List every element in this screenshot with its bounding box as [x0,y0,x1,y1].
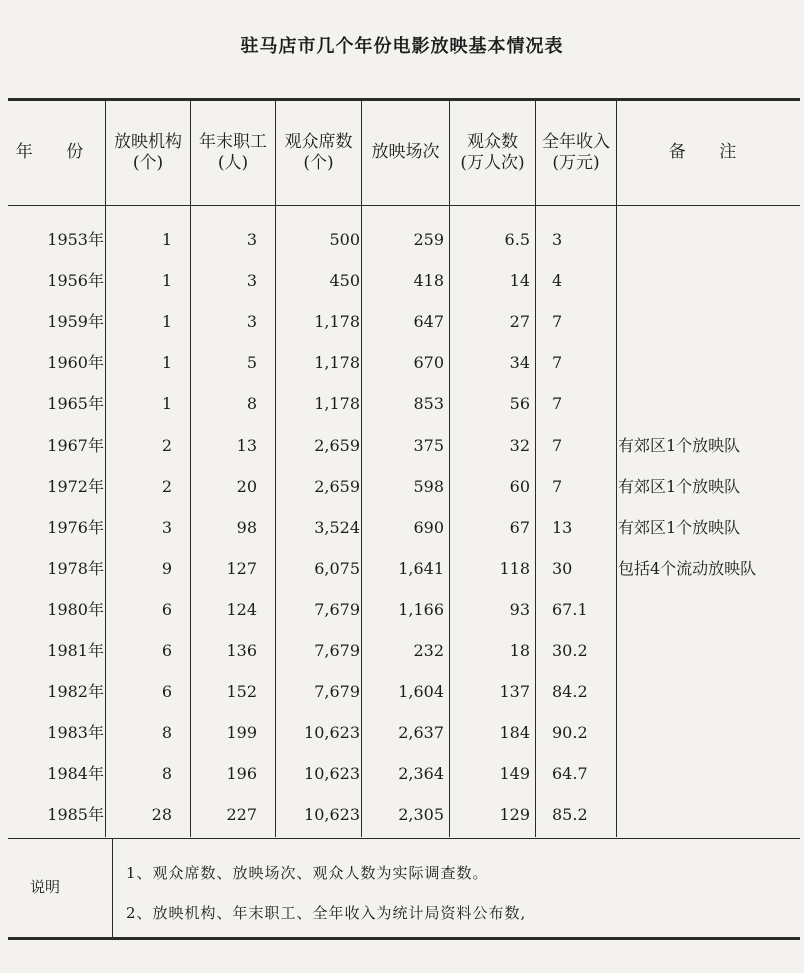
header-year: 年 份 [15,142,98,162]
cell-screenings: 259 [413,230,444,249]
cell-remarks [618,681,802,703]
cell-remarks [618,722,802,744]
cell-seats: 1,178 [314,353,360,372]
cell-audience: 129 [499,805,530,824]
cell-screenings: 690 [413,518,444,537]
cell-remarks: 有郊区1个放映队 [618,518,741,537]
cell-year: 1972年 [47,477,104,496]
header-seats-unit: (个) [303,152,334,173]
cell-audience: 27 [509,312,530,331]
cell-screenings: 418 [413,271,444,290]
cell-income: 7 [552,394,563,413]
header-screenings [362,100,449,205]
table-title: 驻马店市几个年份电影放映基本情况表 [240,36,564,57]
cell-institutions: 3 [161,518,172,537]
cell-screenings: 2,305 [398,805,444,824]
cell-year: 1981年 [47,641,104,660]
notes-label: 说明 [30,878,61,896]
cell-year: 1978年 [47,559,104,578]
header-seats [276,100,361,205]
cell-year: 1965年 [47,394,104,413]
cell-staff: 136 [226,641,257,660]
cell-screenings: 598 [413,477,444,496]
header-staff-label: 年末职工 [199,131,267,152]
header-remarks: 备 注 [668,142,751,162]
cell-year: 1976年 [47,518,104,537]
cell-audience: 137 [499,682,530,701]
cell-screenings: 2,364 [398,764,444,783]
cell-institutions: 1 [161,271,172,290]
cell-income: 84.2 [552,682,588,701]
cell-institutions: 8 [161,723,172,742]
cell-seats: 1,178 [314,394,360,413]
body-rule [8,838,800,839]
note-item: 2、放映机构、年末职工、全年收入为统计局资料公布数, [126,904,527,922]
cell-staff: 227 [226,805,257,824]
cell-screenings: 853 [413,394,444,413]
cell-staff: 98 [236,518,257,537]
cell-seats: 500 [329,230,360,249]
cell-institutions: 1 [161,230,172,249]
cell-income: 13 [552,518,573,537]
cell-seats: 10,623 [304,764,360,783]
cell-income: 30.2 [552,641,588,660]
header-audience-label: 观众数 [466,131,518,152]
cell-seats: 10,623 [304,805,360,824]
cell-staff: 3 [246,230,257,249]
cell-year: 1980年 [47,600,104,619]
cell-year: 1967年 [47,436,104,455]
cell-screenings: 1,166 [398,600,444,619]
cell-institutions: 28 [151,805,172,824]
cell-institutions: 1 [161,312,172,331]
cell-year: 1960年 [47,353,104,372]
cell-seats: 2,659 [314,436,360,455]
cell-institutions: 6 [161,641,172,660]
cell-staff: 5 [246,353,257,372]
cell-income: 67.1 [552,600,588,619]
cell-staff: 196 [226,764,257,783]
cell-screenings: 375 [413,436,444,455]
cell-audience: 60 [509,477,530,496]
cell-year: 1983年 [47,723,104,742]
cell-year: 1959年 [47,312,104,331]
cell-staff: 199 [226,723,257,742]
header-seats-label: 观众席数 [284,131,353,152]
header-staff-unit: (人) [217,152,249,173]
cell-income: 7 [552,353,563,372]
header-income [536,100,616,205]
cell-audience: 18 [509,641,530,660]
cell-remarks [618,270,802,292]
cell-remarks [618,599,802,621]
cell-remarks: 有郊区1个放映队 [618,477,741,496]
cell-seats: 2,659 [314,477,360,496]
cell-staff: 3 [246,271,257,290]
header-audience-unit: (万人次) [460,152,525,173]
header-income-label: 全年收入 [542,131,610,152]
cell-audience: 56 [509,394,530,413]
cell-institutions: 2 [161,436,172,455]
cell-remarks: 有郊区1个放映队 [618,436,741,455]
cell-institutions: 2 [161,477,172,496]
cell-institutions: 8 [161,764,172,783]
cell-screenings: 2,637 [398,723,444,742]
cell-audience: 32 [509,436,530,455]
cell-staff: 20 [236,477,257,496]
cell-seats: 7,679 [314,600,360,619]
cell-seats: 450 [329,271,360,290]
cell-year: 1984年 [47,764,104,783]
cell-income: 7 [552,312,563,331]
cell-audience: 6.5 [504,230,530,249]
cell-remarks [618,352,802,374]
column-divider [535,100,536,837]
cell-screenings: 1,604 [398,682,444,701]
cell-screenings: 670 [413,353,444,372]
cell-institutions: 6 [161,600,172,619]
cell-income: 85.2 [552,805,588,824]
cell-screenings: 1,641 [398,559,444,578]
cell-remarks [618,763,802,785]
cell-seats: 10,623 [304,723,360,742]
header-staff [191,100,275,205]
cell-staff: 152 [226,682,257,701]
cell-remarks [618,804,802,826]
column-divider [616,100,617,837]
cell-year: 1985年 [47,805,104,824]
cell-year: 1953年 [47,230,104,249]
cell-audience: 93 [509,600,530,619]
cell-screenings: 232 [413,641,444,660]
bottom-rule [8,937,800,940]
cell-income: 7 [552,436,563,455]
header-income-unit: (万元) [552,152,600,173]
cell-audience: 118 [499,559,530,578]
cell-audience: 34 [509,353,530,372]
note-item: 1、观众席数、放映场次、观众人数为实际调查数。 [126,864,489,882]
cell-staff: 8 [246,394,257,413]
cell-staff: 124 [226,600,257,619]
cell-staff: 127 [226,559,257,578]
cell-seats: 7,679 [314,682,360,701]
header-rule [8,205,800,206]
header-institutions-unit: (个) [132,152,164,173]
cell-income: 7 [552,477,563,496]
cell-screenings: 647 [413,312,444,331]
cell-staff: 3 [246,312,257,331]
notes-divider [112,838,113,937]
cell-income: 30 [552,559,573,578]
cell-institutions: 1 [161,394,172,413]
cell-year: 1956年 [47,271,104,290]
cell-income: 90.2 [552,723,588,742]
cell-audience: 184 [499,723,530,742]
cell-institutions: 9 [161,559,172,578]
cell-institutions: 6 [161,682,172,701]
cell-remarks [618,229,802,251]
cell-income: 4 [552,271,563,290]
cell-seats: 1,178 [314,312,360,331]
cell-audience: 14 [509,271,530,290]
header-institutions [106,100,190,205]
cell-audience: 67 [509,518,530,537]
cell-seats: 7,679 [314,641,360,660]
header-institutions-label: 放映机构 [114,131,182,152]
cell-institutions: 1 [161,353,172,372]
cell-remarks: 包括4个流动放映队 [618,559,757,578]
cell-year: 1982年 [47,682,104,701]
header-audience [450,100,535,205]
cell-seats: 3,524 [314,518,360,537]
cell-seats: 6,075 [314,559,360,578]
cell-income: 64.7 [552,764,588,783]
cell-staff: 13 [236,436,257,455]
cell-remarks [618,393,802,415]
cell-remarks [618,640,802,662]
cell-audience: 149 [499,764,530,783]
cell-remarks [618,311,802,333]
header-screenings-label: 放映场次 [371,142,440,162]
cell-income: 3 [552,230,563,249]
